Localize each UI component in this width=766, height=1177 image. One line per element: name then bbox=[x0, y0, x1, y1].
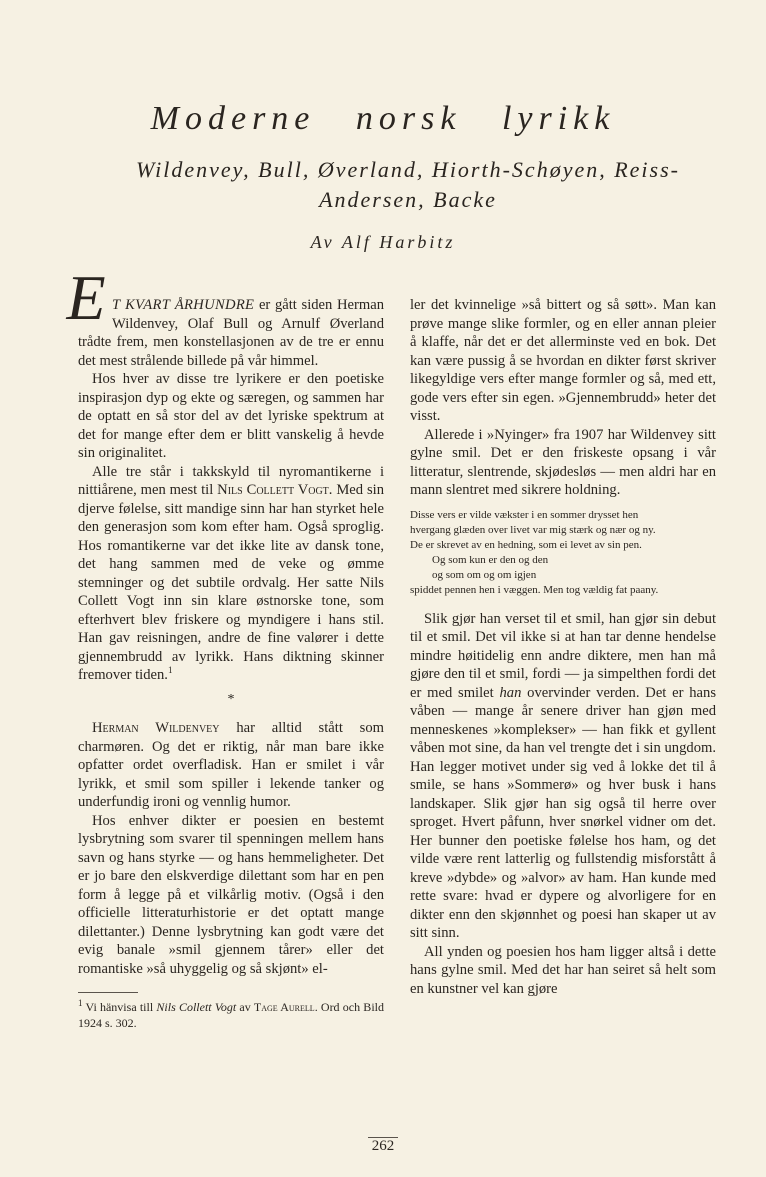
article-subtitle: Wildenvey, Bull, Øverland, Hiorth-Schøyen, Reiss-Andersen, Backe bbox=[136, 157, 680, 212]
poem-line: og som om og om igjen bbox=[432, 568, 537, 581]
paragraph bbox=[78, 463, 384, 685]
section-separator: * bbox=[227, 691, 235, 707]
paragraph bbox=[78, 719, 384, 812]
article-title: Moderne norsk lyrikk bbox=[150, 100, 616, 137]
person-name: Nils Collett Vogt bbox=[217, 482, 329, 498]
poem-quote bbox=[410, 508, 716, 598]
poem-line: Disse vers er vilde vækster i en sommer drysset hen bbox=[410, 508, 639, 521]
left-column bbox=[66, 262, 384, 1031]
paragraph: All ynden og poesien hos ham ligger altså i dette hans gylne smil. Med det har han seiret så helt som en kunstner vel kan gjøre bbox=[410, 943, 716, 997]
text-run: har alltid stått som charmøren. Og det er riktig, når man bare ikke opfatter ordet overfladisk. Han er smilet i vår lyrikk, et smil som spiller i lekende tanker og underfundig ironi og vennlig humor. bbox=[78, 720, 384, 810]
poem-line: Og som kun er den og den bbox=[432, 553, 549, 566]
poem-line: De er skrevet av en hedning, som ei levet av sin pen. bbox=[410, 538, 642, 551]
dropcap: E bbox=[66, 262, 106, 333]
intro-lead: T KVART ÅRHUNDRE bbox=[112, 297, 255, 313]
poem-line: hvergang glæden over livet var mig stærk og nær og ny. bbox=[410, 523, 656, 536]
right-column bbox=[410, 296, 716, 998]
text-run: Slik gjør han verset til et smil, han gjør sin debut til et smil. Det vil ikke si at han tar denne hendelse mindre høitidelig enn andre diktere, men han må gjøre den til et smil, fordi — ja simpelthen fordi det er med smilet bbox=[410, 610, 716, 701]
text-run: . Med sin djerve følelse, sitt mandige sinn har han styrket hele den generasjon som kom efter ham. Også sproglig. Hos romantikerne var det ikke lite av dansk tone, det hang sammen med de veke og ømme stemninger og det subtile ordvalg. Her satte Nils Collett Vogt inn sin klare østnorske tone, som efterhvert blev friskere og myndigere i hans stil. Han gav reisningen, andre de fine valører i dette gjennembrudd av lyrikk. Hans diktning skinner fremover tiden. bbox=[78, 482, 384, 683]
emphasis: han bbox=[499, 684, 522, 701]
footnote-title: Nils Collett Vogt bbox=[156, 1000, 237, 1014]
intro-text: er gått siden Herman Wildenvey, Olaf Bull og Arnulf Øverland trådte frem, men konstellasjonen av de tre er ennu det mest strålende billede på vår himmel. bbox=[78, 297, 384, 369]
paragraph: Hos hver av disse tre lyrikere er den poetiske inspirasjon dyp og ekte og særegen, og sammen har de optatt en så stor del av det lyriske spektrum at det for mange efter dem er blitt vanskelig å hevde sin originalitet. bbox=[78, 371, 384, 461]
person-name: Herman Wildenvey bbox=[92, 720, 220, 736]
paragraph: ler det kvinnelige »så bittert og så søtt». Man kan prøve mange slike formler, og en eller annan pleier å klaffe, når det er det allerminste ved en bok. Det kan være pussig å se hvordan en dikter først skriver likegyldige vers efter mange formler og så, med ett, gode vers efter sin egen. »Gjennembrudd» heter det visst. bbox=[410, 297, 716, 424]
page-number bbox=[0, 1138, 766, 1155]
article-byline: Av Alf Harbitz bbox=[310, 232, 456, 252]
footnote-divider bbox=[78, 992, 138, 993]
page-number-text: 262 bbox=[368, 1137, 399, 1154]
paragraph-intro bbox=[66, 262, 384, 370]
poem-line: spiddet pennen hen i væggen. Men tog vældig fat paany. bbox=[410, 583, 659, 596]
text-run: Alle tre står i takkskyld til nyromantikerne i nittiårene, men mest til bbox=[78, 463, 384, 498]
footnote-ref: 1 bbox=[167, 665, 173, 676]
paragraph: Hos enhver dikter er poesien en bestemt lysbrytning som svarer til spenningen mellem hans savn og hans styrke — og hans hemmeligheter. Det er jo bare den elskverdige dilettant som har en pen form å legge på et vilkårlig motiv. (Også i den officielle litteraturhistorie er det optatt mange dilettanter.) Denne lysbrytning kan godt være det evig banale »smil gjennem tårer» eller det romantiske »så uhyggelig og så skjønt» el- bbox=[78, 812, 384, 977]
text-run: . Ord och Bild 1924 s. 302. bbox=[78, 1000, 384, 1030]
footnote bbox=[78, 999, 384, 1031]
footnote-number: 1 bbox=[78, 998, 83, 1008]
paragraph: Allerede i »Nyinger» fra 1907 har Wildenvey sitt gylne smil. Det er den friskeste opsang i vår litteratur, slentrende, skjødesløs — men aldri har en mann slentret med sikrere holdning. bbox=[410, 426, 716, 498]
footnote-author: Tage Aurell bbox=[253, 1000, 315, 1014]
paragraph bbox=[410, 610, 716, 943]
text-run: overvinder verden. Det er hans våben — mange år senere driver han gjøn med menneskenes »komplekser» — han fikk et gyllent våben mot sine, da han vel trengte det i sin ungdom. Han legger motivet under sig ved å lokke det til å smile, se hans »Sommerø» og hver busk i hans landskaper. Slik gjør han sig også til herre over sproget. Hvert påfunn, hver snørkel vidner om det. Her bunner den poetiske følelse hos ham, og det vilde være rent latterlig og fullstendig misforstått å kreve »dybde» og »alvor» av ham. Han kunde med rette svare: hvad er dypere og alvorligere for en dikter enn den skjønnhet og poesi han skaper ut av sitt sinn. bbox=[410, 684, 716, 941]
text-run: Vi hänvisa till bbox=[82, 1000, 157, 1014]
text-run: av bbox=[236, 1000, 254, 1014]
